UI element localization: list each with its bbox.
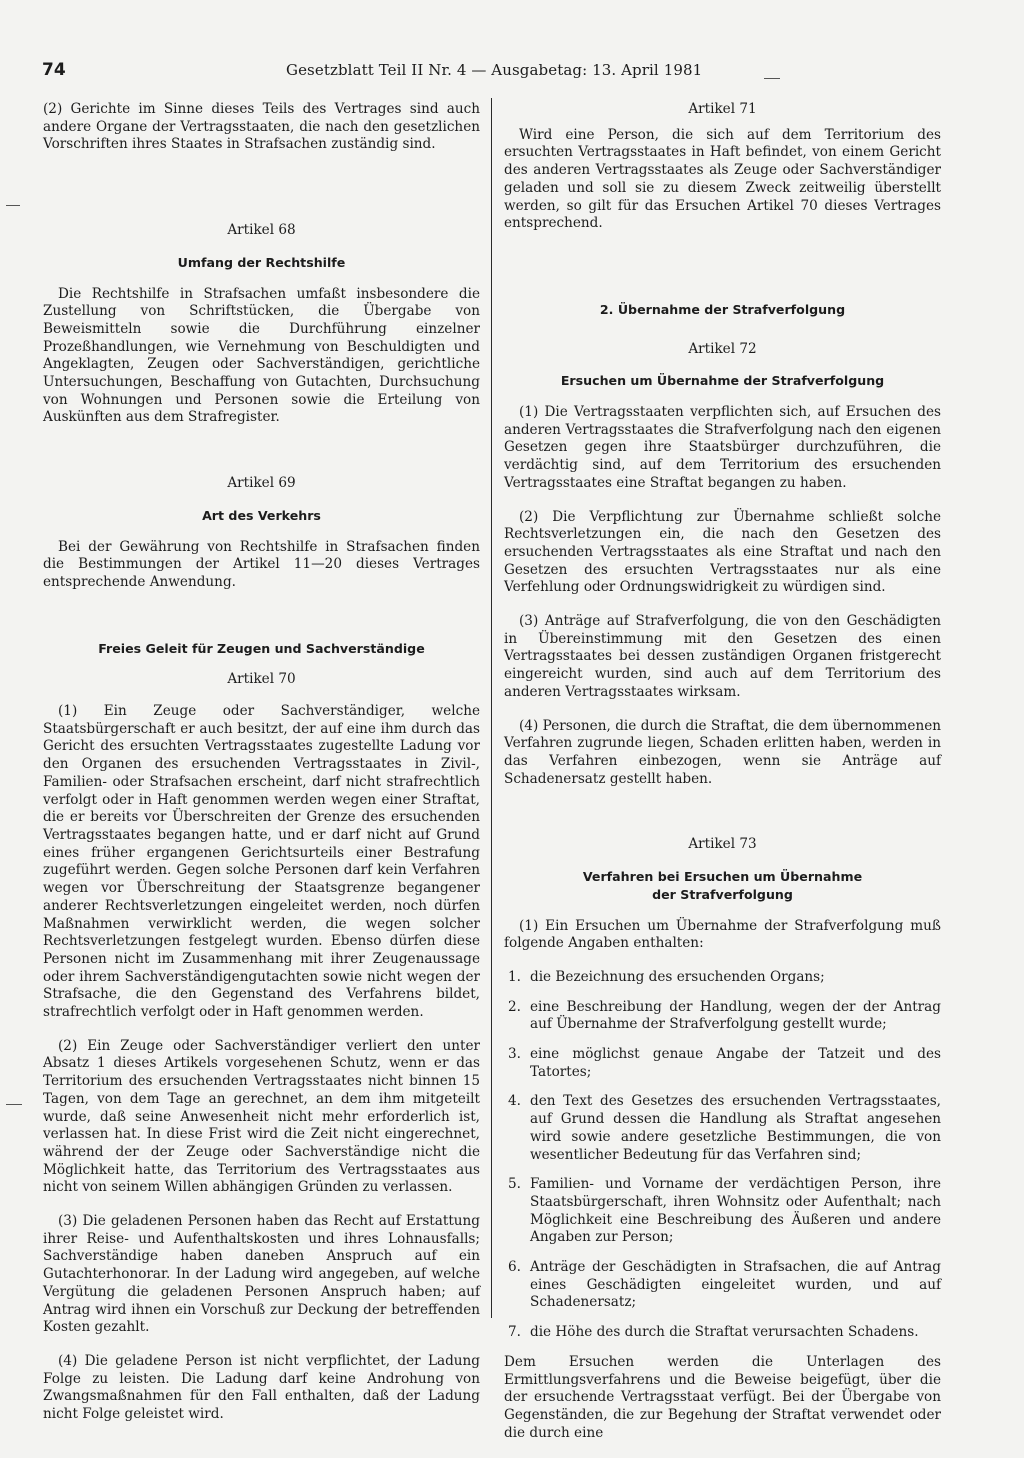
list-item-text: die Bezeichnung des ersuchenden Organs; (530, 968, 825, 985)
margin-mark (764, 78, 780, 79)
article-70-paragraph-4: (4) Die geladene Person ist nicht verpflichtet, der Ladung Folge zu leisten. Die Ladung darf keine Androhung von Zwangsmaßnahmen für den Fall enthalten, daß der Ladung nicht Folge geleistet wird. (43, 1352, 480, 1423)
list-item (504, 1046, 941, 1081)
list-item-text: die Höhe des durch die Straftat verursachten Schadens. (530, 1324, 919, 1341)
article-69-text: Bei der Gewährung von Rechtshilfe in Strafsachen finden die Bestimmungen der Artikel 11—20 dieses Vertrages entsprechende Anwendung. (43, 538, 480, 590)
list-item-text: Anträge der Geschädigten in Strafsachen, die auf Antrag eines Geschädigten eingeleitet wurden, und auf Schadenersatz; (530, 1259, 941, 1311)
list-item-number: 6. (508, 1259, 521, 1276)
article-72-heading: Ersuchen um Übernahme der Strafverfolgung (560, 373, 885, 389)
right-column (504, 101, 941, 1458)
page-header (42, 60, 782, 84)
article-73-title: Artikel 73 (688, 836, 757, 853)
page-number: 74 (42, 60, 66, 80)
article-72-paragraph-2: (2) Die Verpflichtung zur Übernahme schließt solche Rechtsverletzungen ein, die nach den Gesetzen des ersuchenden Vertragsstaates als eine Straftat und nach den Gesetzen des ersuchten Vertragsstaates nur als eine Verfehlung oder Ordnungswidrigkeit zu würdigen sind. (504, 508, 941, 596)
list-item (504, 1093, 941, 1164)
list-item-number: 3. (508, 1046, 521, 1063)
article-72-paragraph-3: (3) Anträge auf Strafverfolgung, die von den Geschädigten in Übereinstimmung mit den Gesetzen des einen Vertragsstaates bei dessen zuständigen Organen fristgerecht eingereicht wurden, sind auch auf dem Territorium des anderen Vertragsstaates wirksam. (504, 613, 941, 700)
list-item-number: 7. (508, 1324, 521, 1341)
requirements-list (504, 969, 941, 1342)
list-item (504, 1176, 941, 1247)
article-73-heading-line-1: Verfahren bei Ersuchen um Übernahme (582, 869, 863, 885)
running-header-title: Gesetzblatt Teil II Nr. 4 — Ausgabetag: 13. April 1981 (286, 61, 703, 79)
article-68-text: Die Rechtshilfe in Strafsachen umfaßt insbesondere die Zustellung von Schriftstücken, die Übergabe von Beweismitteln sowie die Durchführung einzelner Prozeßhandlungen, wie Vernehmung von Beschuldigten und Angeklagten, Zeugen oder Sachverständigen, gerichtliche Untersuchungen, Beschaffung von Gutachten, Durchsuchung von Wohnungen und Personen sowie die Erteilung von Auskünften aus dem Strafregister. (43, 285, 480, 426)
list-item-text: Familien- und Vorname der verdächtigen Person, ihre Staatsbürgerschaft, ihren Wohnsitz oder Aufenthalt; nach Möglichkeit eine Beschreibung des Äußeren und andere Angaben zur Person; (530, 1176, 941, 1246)
article-70-paragraph-3: (3) Die geladenen Personen haben das Recht auf Erstattung ihrer Reise- und Aufenthaltskosten und ihres Lohnausfalls; Sachverständige haben daneben Anspruch auf ein Gutachterhonorar. In der Ladung wird angegeben, auf welche Vergütung die geladenen Personen Anspruch haben; auf Antrag wird ihnen ein Vorschuß zur Deckung der betreffenden Kosten gezahlt. (43, 1213, 480, 1336)
article-70-title: Artikel 70 (227, 671, 296, 688)
margin-mark (6, 205, 20, 206)
article-70-paragraph-1: (1) Ein Zeuge oder Sachverständiger, welche Staatsbürgerschaft er auch besitzt, der auf eine ihm durch das Gericht des ersuchten Vertragsstaates zugestellte Ladung vor den Organen des ersuchenden Vertragsstaates in Zivil-, Familien- oder Strafsachen erscheint, darf nicht strafrechtlich verfolgt oder in Haft genommen werden wegen einer Straftat, die er bereits vor Überschreiten der Grenze des ersuchenden Vertragsstaates begangen hatte, und er darf nicht auf Grund eines früher ergangenen Gerichtsurteils einer Bestrafung zugeführt werden. Gegen solche Personen darf kein Verfahren wegen vor Überschreitung der Staatsgrenze begangener anderer Rechtsverletzungen eingeleitet werden, noch dürfen Maßnahmen verwirklicht werden, die wegen solcher Rechtsverletzungen festgelegt wurden. Ebenso dürfen diese Personen nicht im Zusammenhang mit ihrer Zeugenaussage oder ihrem Sachverständigengutachten sowie nicht wegen der Strafsache, die den Gegenstand des Verfahrens bildet, strafrechtlich verfolgt oder in Haft genommen werden. (43, 703, 480, 1021)
article-68-title: Artikel 68 (227, 222, 296, 239)
list-item-number: 4. (508, 1093, 521, 1110)
article-72-title: Artikel 72 (688, 340, 757, 357)
article-69-title: Artikel 69 (227, 475, 296, 492)
list-item (504, 1324, 941, 1342)
article-69-heading: Art des Verkehrs (202, 507, 321, 523)
list-item (504, 969, 941, 987)
article-70-paragraph-2: (2) Ein Zeuge oder Sachverständiger verliert den unter Absatz 1 dieses Artikels vorgesehenen Schutz, wenn er das Territorium des ersuchenden Vertragsstaates nicht binnen 15 Tagen, von dem Tage an gerechnet, an dem ihm mitgeteilt wurde, daß seine Anwesenheit nicht mehr erforderlich ist, verlassen hat. In diese Frist wird die Zeit nicht eingerechnet, während der der Zeuge oder Sachverständige nicht die Möglichkeit hatte, das Territorium des Vertragsstaates aus nicht von seinem Willen abhängigen Gründen zu verlassen. (43, 1037, 480, 1196)
left-column (43, 101, 480, 1440)
article-72-paragraph-4: (4) Personen, die durch die Straftat, die dem übernommenen Verfahren zugrunde liegen, Schaden erlitten haben, werden in das Verfahren einbezogen, wenn sie Anträge auf Schadenersatz gestellt haben. (504, 717, 941, 787)
article-71-text: Wird eine Person, die sich auf dem Territorium des ersuchten Vertragsstaates in Haft befindet, von einem Gericht des anderen Vertragsstaates als Zeuge oder Sachverständiger geladen und soll sie zu diesem Zweck zeitweilig überstellt werden, so gilt für das Ersuchen Artikel 70 dieses Vertrages entsprechend. (504, 126, 941, 232)
list-item (504, 999, 941, 1034)
section-2-heading: 2. Übernahme der Strafverfolgung (599, 301, 846, 317)
list-item-text: den Text des Gesetzes des ersuchenden Vertragsstaates, auf Grund dessen die Handlung als Straftat angesehen wird sowie andere gesetzliche Bestimmungen, die von wesentlicher Bedeutung für das Verfahren sind; (530, 1093, 941, 1163)
list-item-text: eine möglichst genaue Angabe der Tatzeit und des Tatortes; (530, 1046, 941, 1080)
margin-mark (6, 1104, 22, 1105)
section-heading-safe-conduct: Freies Geleit für Zeugen und Sachverständige (98, 640, 425, 656)
article-73-heading-line-2: der Strafverfolgung (652, 886, 793, 902)
list-item-number: 5. (508, 1176, 521, 1193)
list-item-number: 2. (508, 998, 521, 1015)
article-68-heading: Umfang der Rechtshilfe (177, 254, 346, 270)
list-item (504, 1259, 941, 1312)
article-73-paragraph-1: (1) Ein Ersuchen um Übernahme der Strafverfolgung muß folgende Angaben enthalten: (504, 917, 941, 952)
article-67-paragraph-2: (2) Gerichte im Sinne dieses Teils des Vertrages sind auch andere Organe der Vertragsstaaten, die nach den gesetzlichen Vorschriften ihres Staates in Strafsachen zuständig sind. (43, 101, 480, 153)
article-71-title: Artikel 71 (688, 101, 757, 117)
article-73-closing-text: Dem Ersuchen werden die Unterlagen des Ermittlungsverfahrens und die Beweise beigefügt, über die der ersuchende Vertragsstaat verfügt. Bei der Übergabe von Gegenständen, die zur Begehung der Straftat verwendet oder die durch eine (504, 1353, 941, 1441)
list-item-text: eine Beschreibung der Handlung, wegen der der Antrag auf Übernahme der Strafverfolgung gestellt wurde; (530, 998, 941, 1033)
list-item-number: 1. (508, 968, 521, 985)
column-divider (491, 98, 492, 1318)
article-72-paragraph-1: (1) Die Vertragsstaaten verpflichten sich, auf Ersuchen des anderen Vertragsstaates die Strafverfolgung nach den eigenen Gesetzen gegen ihre Staatsbürger durchzuführen, die verdächtig sind, auf dem Territorium des ersuchenden Vertragsstaates eine Straftat begangen zu haben. (504, 404, 941, 491)
